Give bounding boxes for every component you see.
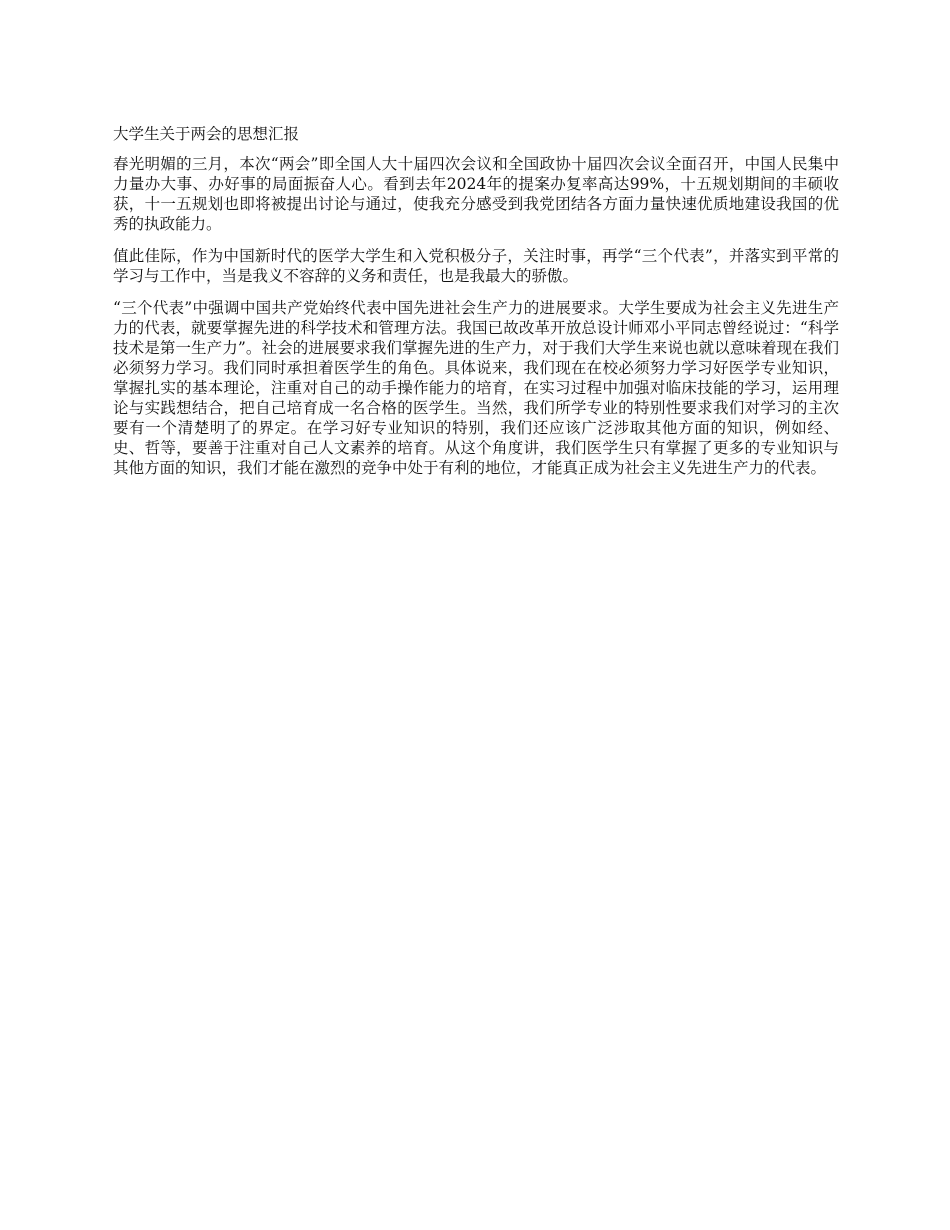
paragraph-1: 春光明媚的三月，本次“两会”即全国人大十届四次会议和全国政协十届四次会议全面召开，中国人民集中力量办大事、办好事的局面振奋人心。看到去年2024年的提案办复率高达99%，十五规划期间的丰硕收获，十一五规划也即将被提出讨论与通过，使我充分感受到我党团结各方面力量快速优质地建设我国的优秀的执政能力。 xyxy=(113,155,839,233)
paragraph-3: “三个代表”中强调中国共产党始终代表中国先进社会生产力的进展要求。大学生要成为社会主义先进生产力的代表，就要掌握先进的科学技术和管理方法。我国已故改革开放总设计师邓小平同志曾经说过：“科学技术是第一生产力”。社会的进展要求我们掌握先进的生产力，对于我们大学生来说也就以意味着现在我们必须努力学习。我们同时承担着医学生的角色。具体说来，我们现在在校必须努力学习好医学专业知识，掌握扎实的基本理论，注重对自己的动手操作能力的培育，在实习过程中加强对临床技能的学习，运用理论与实践想结合，把自己培育成一名合格的医学生。当然，我们所学专业的特别性要求我们对学习的主次要有一个清楚明了的界定。在学习好专业知识的特别，我们还应该广泛涉取其他方面的知识，例如经、史、哲等，要善于注重对自己人文素养的培育。从这个角度讲，我们医学生只有掌握了更多的专业知识与其他方面的知识，我们才能在激烈的竞争中处于有利的地位，才能真正成为社会主义先进生产力的代表。 xyxy=(113,299,839,477)
document-title: 大学生关于两会的思想汇报 xyxy=(113,125,300,143)
document-page xyxy=(113,124,839,490)
paragraph-2: 值此佳际，作为中国新时代的医学大学生和入党积极分子，关注时事，再学“三个代表”，并落实到平常的学习与工作中，当是我义不容辞的义务和责任，也是我最大的骄傲。 xyxy=(113,247,839,285)
